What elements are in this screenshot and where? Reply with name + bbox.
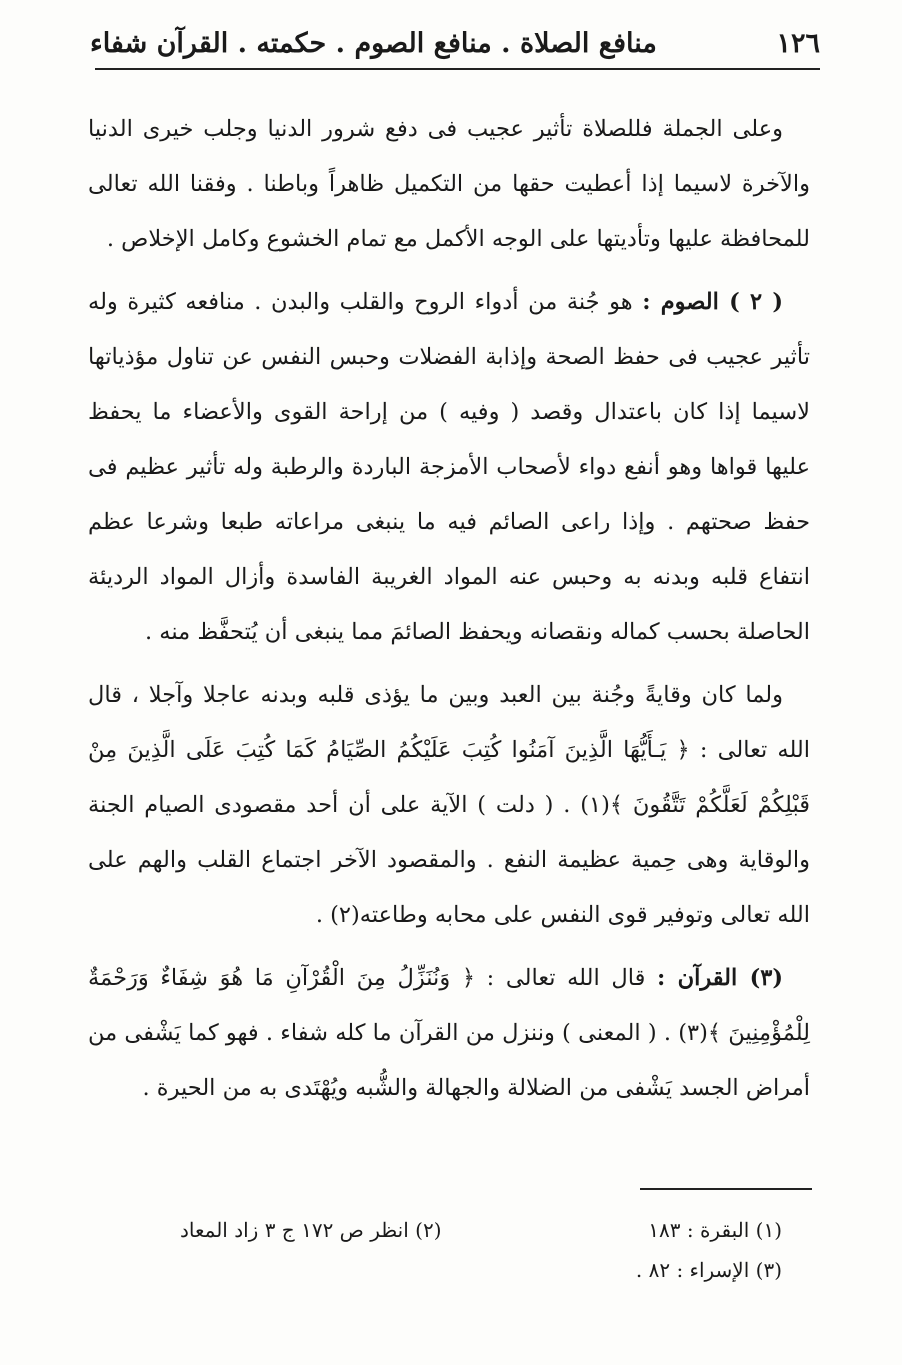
paragraph-fasting	[88, 275, 810, 660]
footnote-rule	[640, 1188, 812, 1190]
paragraph-text: هو جُنة من أدواء الروح والقلب والبدن . منافعه كثيرة وله تأثير عجيب فى حفظ الصحة وإذابة الفضلات وحبس النفس عن تناول مؤذياتها لاسيما إذا كان باعتدال وقصد ( وفيه ) من إراحة القوى والأعضاء ما يحفظ عليها قواها وهو أنفع دواء لأصحاب الأمزجة الباردة والرطبة وله تأثير عظيم فى حفظ صحتهم . وإذا راعى الصائم فيه ما ينبغى مراعاته طبعا وشرعا عظم انتفاع قلبه وبدنه به وحبس عنه المواد الغريبة الفاسدة وأزال المواد الرديئة الحاصلة بحسب كماله ونقصانه ويحفظ الصائمَ مما ينبغى أن يُتحفَّظ منه .	[88, 289, 810, 645]
footnote-1: (١) البقرة : ١٨٣	[648, 1218, 782, 1242]
footnotes	[180, 1210, 782, 1290]
footnote-2: (٢) انظر ص ١٧٢ ج ٣ زاد المعاد	[180, 1218, 442, 1242]
section-heading-quran: (٣) القرآن :	[656, 965, 783, 991]
paragraph-text: قال الله تعالى : ﴿ وَنُنَزِّلُ مِنَ الْقُرْآنِ مَا هُوَ شِفَاءٌ وَرَحْمَةٌ لِلْمُؤْمِنِينَ ﴾(٣) . ( المعنى ) وننزل من القرآن ما كله شفاء . فهو كما يَشْفى من أمراض الجسد يَشْفى من الضلالة والجهالة والشُّبه ويُهْتَدى به من الحيرة .	[88, 965, 811, 1101]
footnote-3: (٣) الإسراء : ٨٢ .	[635, 1258, 782, 1282]
header-rule	[95, 68, 820, 70]
main-text	[88, 102, 810, 1116]
page-number: ١٢٦	[776, 27, 820, 59]
paragraph-prayer-summary	[88, 102, 810, 267]
paragraph-text: ولما كان وقايةً وجُنة بين العبد وبين ما يؤذى قلبه وبدنه عاجلا وآجلا ، قال الله تعالى : ﴿ يَـأَيُّهَا الَّذِينَ آمَنُوا كُتِبَ عَلَيْكُمُ الصِّيَامُ كَمَا كُتِبَ عَلَى الَّذِينَ مِنْ قَبْلِكُمْ لَعَلَّكُمْ تَتَّقُونَ ﴾(١) . ( دلت ) الآية على أن أحد مقصودى الصيام الجنة والوقاية وهى حِمية عظيمة النفع . والمقصود الآخر اجتماع القلب والهم على الله تعالى وتوفير قوى النفس على محابه وطاعته(٢) .	[88, 682, 810, 928]
paragraph-quran	[88, 951, 810, 1116]
paragraph-fasting-verse	[88, 668, 810, 943]
section-heading-fasting: ( ٢ ) الصوم :	[642, 289, 783, 315]
paragraph-text: وعلى الجملة فللصلاة تأثير عجيب فى دفع شرور الدنيا وجلب خيرى الدنيا والآخرة لاسيما إذا أعطيت حقها من التكميل ظاهراً وباطنا . وفقنا الله تعالى للمحافظة عليها وتأديتها على الوجه الأكمل مع تمام الخشوع وكامل الإخلاص .	[88, 116, 810, 252]
page-header	[90, 18, 820, 68]
running-title: منافع الصلاة . منافع الصوم . حكمته . القرآن شفاء	[90, 27, 657, 59]
footnote-row	[180, 1250, 782, 1290]
footnote-row	[180, 1210, 782, 1250]
